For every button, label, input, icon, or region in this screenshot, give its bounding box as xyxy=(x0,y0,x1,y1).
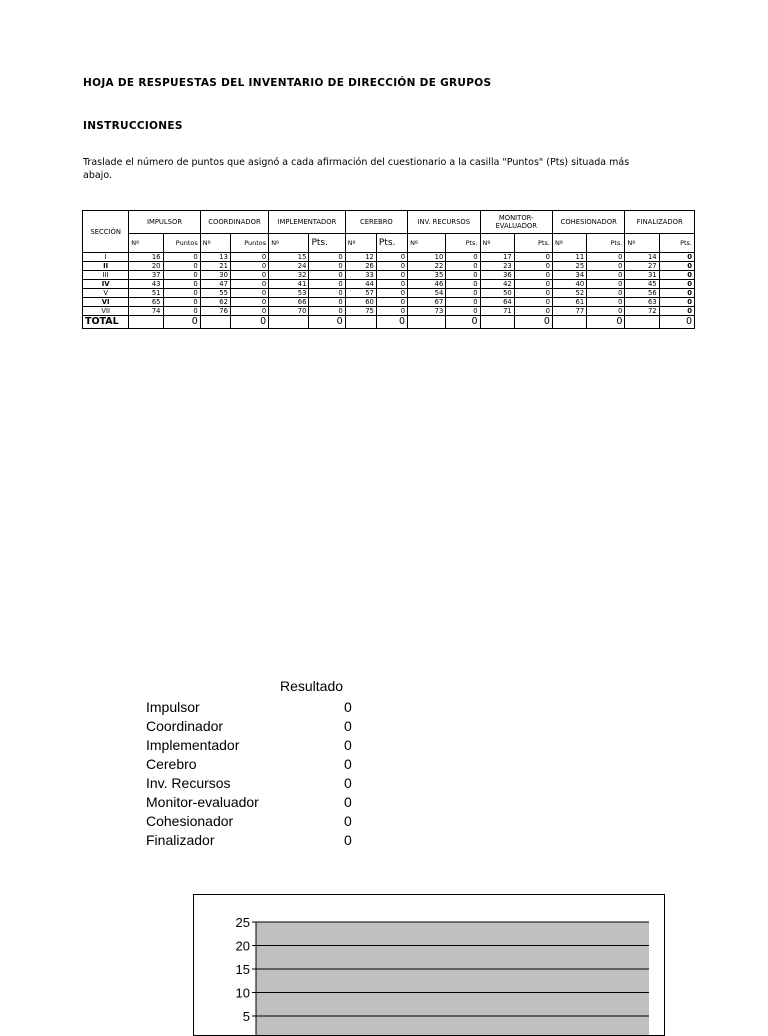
points-cell[interactable]: 0 xyxy=(587,253,625,262)
points-cell[interactable]: 0 xyxy=(163,307,200,316)
points-cell[interactable]: 0 xyxy=(659,253,694,262)
item-number-cell: 13 xyxy=(200,253,230,262)
total-value-cell: 0 xyxy=(659,316,694,329)
table-row xyxy=(83,307,695,316)
item-number-cell: 40 xyxy=(552,280,586,289)
total-value-cell: 0 xyxy=(514,316,552,329)
total-empty-cell xyxy=(129,316,163,329)
number-col-header: Nº xyxy=(552,234,586,253)
result-value: 0 xyxy=(344,813,352,829)
section-cell: VII xyxy=(83,307,129,316)
group-header: MONITOR-EVALUADOR xyxy=(480,211,552,234)
instructions-text: Traslade el número de puntos que asignó a cada afirmación del cuestionario a la casilla "Puntos" (Pts) situada más abajo. xyxy=(83,157,630,181)
total-row xyxy=(83,316,695,329)
points-cell[interactable]: 0 xyxy=(309,298,345,307)
points-cell[interactable]: 0 xyxy=(514,289,552,298)
item-number-cell: 61 xyxy=(552,298,586,307)
result-label: Monitor-evaluador xyxy=(146,794,259,810)
points-cell[interactable]: 0 xyxy=(230,262,268,271)
table-row xyxy=(83,271,695,280)
points-cell[interactable]: 0 xyxy=(446,253,480,262)
points-cell[interactable]: 0 xyxy=(514,298,552,307)
item-number-cell: 43 xyxy=(129,280,163,289)
group-header: FINALIZADOR xyxy=(625,211,695,234)
item-number-cell: 72 xyxy=(625,307,659,316)
points-cell[interactable]: 0 xyxy=(309,307,345,316)
number-col-header: Nº xyxy=(625,234,659,253)
number-col-header: Nº xyxy=(129,234,163,253)
item-number-cell: 30 xyxy=(200,271,230,280)
item-number-cell: 26 xyxy=(345,262,376,271)
table-row xyxy=(83,298,695,307)
points-cell[interactable]: 0 xyxy=(659,298,694,307)
total-empty-cell xyxy=(269,316,309,329)
result-label: Finalizador xyxy=(146,832,215,848)
points-cell[interactable]: 0 xyxy=(514,262,552,271)
item-number-cell: 77 xyxy=(552,307,586,316)
item-number-cell: 71 xyxy=(480,307,514,316)
y-tick-label: 15 xyxy=(235,962,250,977)
result-label: Cohesionador xyxy=(146,813,234,829)
points-cell[interactable]: 0 xyxy=(309,262,345,271)
number-col-header: Nº xyxy=(200,234,230,253)
points-cell[interactable]: 0 xyxy=(587,289,625,298)
item-number-cell: 76 xyxy=(200,307,230,316)
points-cell[interactable]: 0 xyxy=(309,280,345,289)
result-value: 0 xyxy=(344,756,352,772)
group-header: COORDINADOR xyxy=(200,211,268,234)
table-row xyxy=(83,262,695,271)
result-label: Cerebro xyxy=(146,756,197,772)
points-cell[interactable]: 0 xyxy=(446,307,480,316)
total-value-cell: 0 xyxy=(309,316,345,329)
item-number-cell: 41 xyxy=(269,280,309,289)
item-number-cell: 47 xyxy=(200,280,230,289)
points-cell[interactable]: 0 xyxy=(376,298,407,307)
points-cell[interactable]: 0 xyxy=(587,298,625,307)
item-number-cell: 75 xyxy=(345,307,376,316)
total-empty-cell xyxy=(480,316,514,329)
y-tick-label: 10 xyxy=(235,985,250,1001)
result-value: 0 xyxy=(344,737,352,753)
item-number-cell: 73 xyxy=(408,307,446,316)
points-col-header: Pts. xyxy=(659,234,694,253)
item-number-cell: 16 xyxy=(129,253,163,262)
result-value: 0 xyxy=(344,775,352,791)
number-col-header: Nº xyxy=(269,234,309,253)
points-cell[interactable]: 0 xyxy=(514,280,552,289)
group-header: INV. RECURSOS xyxy=(408,211,480,234)
result-label: Implementador xyxy=(146,737,240,753)
answer-table xyxy=(82,210,695,329)
points-cell[interactable]: 0 xyxy=(659,307,694,316)
section-cell: VI xyxy=(83,298,129,307)
group-header: COHESIONADOR xyxy=(552,211,624,234)
y-tick-label: 20 xyxy=(235,938,250,954)
item-number-cell: 57 xyxy=(345,289,376,298)
points-cell[interactable]: 0 xyxy=(659,289,694,298)
section-cell: III xyxy=(83,271,129,280)
results-chart xyxy=(193,894,665,1036)
points-col-header: Puntos xyxy=(230,234,268,253)
item-number-cell: 63 xyxy=(625,298,659,307)
y-tick-label: 5 xyxy=(242,1009,250,1024)
points-cell[interactable]: 0 xyxy=(587,271,625,280)
item-number-cell: 50 xyxy=(480,289,514,298)
y-tick-label: 25 xyxy=(235,915,250,930)
item-number-cell: 17 xyxy=(480,253,514,262)
item-number-cell: 54 xyxy=(408,289,446,298)
points-cell[interactable]: 0 xyxy=(230,271,268,280)
points-cell[interactable]: 0 xyxy=(309,271,345,280)
item-number-cell: 65 xyxy=(129,298,163,307)
points-cell[interactable]: 0 xyxy=(514,253,552,262)
points-cell[interactable]: 0 xyxy=(514,307,552,316)
points-cell[interactable]: 0 xyxy=(230,298,268,307)
points-cell[interactable]: 0 xyxy=(587,262,625,271)
number-col-header: Nº xyxy=(480,234,514,253)
item-number-cell: 44 xyxy=(345,280,376,289)
total-empty-cell xyxy=(408,316,446,329)
total-value-cell: 0 xyxy=(587,316,625,329)
item-number-cell: 33 xyxy=(345,271,376,280)
points-cell[interactable]: 0 xyxy=(446,298,480,307)
section-cell: V xyxy=(83,289,129,298)
points-cell[interactable]: 0 xyxy=(446,262,480,271)
points-cell[interactable]: 0 xyxy=(309,253,345,262)
item-number-cell: 25 xyxy=(552,262,586,271)
points-cell[interactable]: 0 xyxy=(659,262,694,271)
item-number-cell: 22 xyxy=(408,262,446,271)
item-number-cell: 21 xyxy=(200,262,230,271)
item-number-cell: 74 xyxy=(129,307,163,316)
item-number-cell: 32 xyxy=(269,271,309,280)
points-cell[interactable]: 0 xyxy=(376,307,407,316)
result-label: Impulsor xyxy=(146,699,200,715)
item-number-cell: 12 xyxy=(345,253,376,262)
total-value-cell: 0 xyxy=(446,316,480,329)
points-cell[interactable]: 0 xyxy=(163,271,200,280)
points-cell[interactable]: 0 xyxy=(163,289,200,298)
points-cell[interactable]: 0 xyxy=(163,253,200,262)
total-empty-cell xyxy=(200,316,230,329)
total-empty-cell xyxy=(552,316,586,329)
item-number-cell: 23 xyxy=(480,262,514,271)
points-col-header: Pts. xyxy=(587,234,625,253)
item-number-cell: 60 xyxy=(345,298,376,307)
item-number-cell: 36 xyxy=(480,271,514,280)
table-row xyxy=(83,253,695,262)
total-value-cell: 0 xyxy=(230,316,268,329)
section-cell: I xyxy=(83,253,129,262)
points-cell[interactable]: 0 xyxy=(163,298,200,307)
points-cell[interactable]: 0 xyxy=(514,271,552,280)
item-number-cell: 27 xyxy=(625,262,659,271)
points-cell[interactable]: 0 xyxy=(446,289,480,298)
item-number-cell: 34 xyxy=(552,271,586,280)
total-empty-cell xyxy=(625,316,659,329)
item-number-cell: 46 xyxy=(408,280,446,289)
result-value: 0 xyxy=(344,794,352,810)
result-value: 0 xyxy=(344,699,352,715)
points-cell[interactable]: 0 xyxy=(587,280,625,289)
points-cell[interactable]: 0 xyxy=(230,289,268,298)
item-number-cell: 64 xyxy=(480,298,514,307)
item-number-cell: 14 xyxy=(625,253,659,262)
points-cell[interactable]: 0 xyxy=(446,271,480,280)
points-cell[interactable]: 0 xyxy=(659,271,694,280)
points-cell[interactable]: 0 xyxy=(659,280,694,289)
points-cell[interactable]: 0 xyxy=(376,271,407,280)
points-cell[interactable]: 0 xyxy=(163,280,200,289)
points-cell[interactable]: 0 xyxy=(230,253,268,262)
item-number-cell: 66 xyxy=(269,298,309,307)
item-number-cell: 11 xyxy=(552,253,586,262)
points-col-header: Pts. xyxy=(376,234,407,253)
instructions-heading: INSTRUCCIONES xyxy=(83,120,183,132)
points-cell[interactable]: 0 xyxy=(309,289,345,298)
points-col-header: Puntos xyxy=(163,234,200,253)
item-number-cell: 42 xyxy=(480,280,514,289)
item-number-cell: 51 xyxy=(129,289,163,298)
number-col-header: Nº xyxy=(408,234,446,253)
points-col-header: Pts. xyxy=(514,234,552,253)
points-cell[interactable]: 0 xyxy=(230,307,268,316)
item-number-cell: 37 xyxy=(129,271,163,280)
points-col-header: Pts. xyxy=(309,234,345,253)
points-cell[interactable]: 0 xyxy=(587,307,625,316)
total-value-cell: 0 xyxy=(376,316,407,329)
points-cell[interactable]: 0 xyxy=(376,253,407,262)
group-header: IMPULSOR xyxy=(129,211,200,234)
number-col-header: Nº xyxy=(345,234,376,253)
item-number-cell: 55 xyxy=(200,289,230,298)
item-number-cell: 70 xyxy=(269,307,309,316)
points-cell[interactable]: 0 xyxy=(230,280,268,289)
total-empty-cell xyxy=(345,316,376,329)
item-number-cell: 24 xyxy=(269,262,309,271)
result-value: 0 xyxy=(344,832,352,848)
item-number-cell: 45 xyxy=(625,280,659,289)
total-label: TOTAL xyxy=(83,316,129,329)
points-cell[interactable]: 0 xyxy=(376,262,407,271)
item-number-cell: 62 xyxy=(200,298,230,307)
group-header: IMPLEMENTADOR xyxy=(269,211,345,234)
result-label: Inv. Recursos xyxy=(146,775,231,791)
item-number-cell: 52 xyxy=(552,289,586,298)
section-header: SECCIÓN xyxy=(83,211,129,253)
section-cell: IV xyxy=(83,280,129,289)
points-col-header: Pts. xyxy=(446,234,480,253)
points-cell[interactable]: 0 xyxy=(446,280,480,289)
plot-area xyxy=(256,922,649,1035)
table-row xyxy=(83,289,695,298)
group-header: CEREBRO xyxy=(345,211,407,234)
points-cell[interactable]: 0 xyxy=(376,289,407,298)
section-cell: II xyxy=(83,262,129,271)
item-number-cell: 20 xyxy=(129,262,163,271)
points-cell[interactable]: 0 xyxy=(376,280,407,289)
item-number-cell: 10 xyxy=(408,253,446,262)
item-number-cell: 56 xyxy=(625,289,659,298)
results-heading: Resultado xyxy=(280,678,344,694)
item-number-cell: 15 xyxy=(269,253,309,262)
table-row xyxy=(83,280,695,289)
chart-svg xyxy=(194,895,664,1035)
item-number-cell: 67 xyxy=(408,298,446,307)
result-label: Coordinador xyxy=(146,718,224,734)
result-value: 0 xyxy=(344,718,352,734)
total-value-cell: 0 xyxy=(163,316,200,329)
page-title: HOJA DE RESPUESTAS DEL INVENTARIO DE DIRECCIÓN DE GRUPOS xyxy=(83,77,492,89)
item-number-cell: 35 xyxy=(408,271,446,280)
item-number-cell: 31 xyxy=(625,271,659,280)
points-cell[interactable]: 0 xyxy=(163,262,200,271)
item-number-cell: 53 xyxy=(269,289,309,298)
